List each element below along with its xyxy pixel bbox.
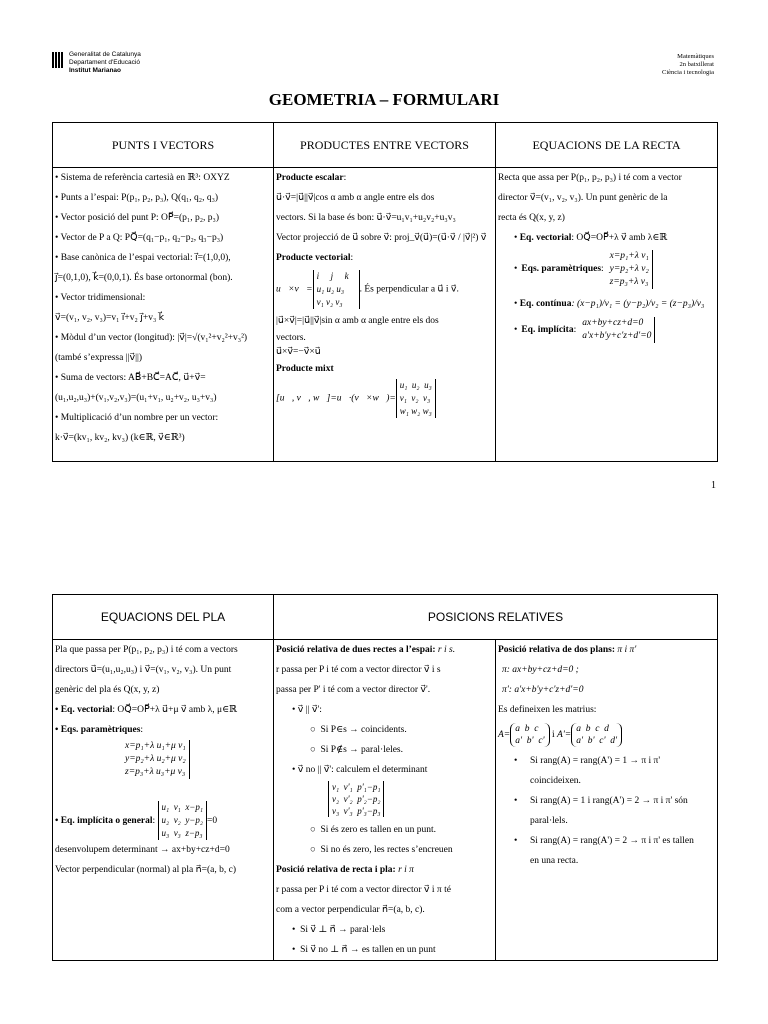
pla-impl-label: • Eq. implícita o general bbox=[55, 815, 153, 826]
pla-implicit-determinant: u₁ v₁ x−p₁ u₂ v₂ y−p₂ u₃ v₃ z−p₃ bbox=[158, 801, 207, 840]
mixed-product-determinant: u₁ u₂ u₃ v₁ v₂ v₃ w₁ w₂ w₃ bbox=[396, 379, 436, 418]
vector-after: . És perpendicular a u⃗ i v⃗. bbox=[359, 284, 459, 295]
recta-intro: director v⃗=(v₁, v₂, v₃). Un punt genèric de la bbox=[498, 193, 668, 203]
header-right-line-1: Matemàtiques bbox=[677, 53, 714, 60]
matrix-a: a b c a' b' c' bbox=[510, 723, 549, 747]
pv-line: • Multiplicació d’un nombre per un vector: bbox=[55, 413, 219, 423]
pos-bullet: v⃗ || v⃗': bbox=[297, 705, 322, 715]
pos-rectes-title: Posició relativa de dues rectes a l’espai: bbox=[276, 645, 436, 655]
generalitat-logo-icon bbox=[52, 52, 64, 68]
pos-bullet: v⃗ no || v⃗': calculem el determinant bbox=[297, 765, 428, 775]
page-title: GEOMETRIA – FORMULARI bbox=[268, 90, 500, 109]
pv-line: • Suma de vectors: AB⃗+BC⃗=AC⃗, u⃗+v⃗= bbox=[55, 373, 206, 383]
pv-line: j⃗=(0,1,0), k⃗=(0,0,1). És base ortonormal (bon). bbox=[55, 273, 233, 283]
pv-line: • Sistema de referència cartesià en ℝ³: OXYZ bbox=[55, 173, 230, 183]
pos-rectes-line: r passa per P i té com a vector director v⃗ i s bbox=[276, 665, 441, 675]
pos-bullet: Si v⃗ ⊥ n⃗ → paral·lels bbox=[300, 925, 386, 935]
header-left bbox=[52, 51, 141, 75]
vector-line: vectors. bbox=[276, 333, 306, 343]
header-posicions-relatives: POSICIONS RELATIVES bbox=[274, 595, 718, 640]
header-right-line-2: 2n batxillerat bbox=[679, 61, 714, 68]
header-line-1: Generalitat de Catalunya bbox=[69, 51, 141, 58]
cell-equacions-pla: Pla que passa per P(p₁, p₂, p₃) i té com a vectors directors u⃗=(u₁,u₂,u₃) i v⃗=(v₁, v₂, v₃). Un punt genèric del pla és Q(x, y, z) • Eq. vectorial: OQ⃗=OP⃗+λ u⃗+μ v⃗ amb λ, μ∈ℝ • Eqs. paramètriques: x=p₁+λ u₁+μ v₁ y=p₂+λ u₂+μ v₂ z=p₃+λ u₃+μ v₃ • Eq. implícita o general : u₁ v₁ x−p₁ u₂ v₂ y−p₂ u₃ v₃ z−p₃ =0 desenvolupem determinant → ax+by+cz+d=0 Vector perpendicular (normal) al pla n⃗=(a, b, c) bbox=[53, 640, 274, 961]
vector-title: Producte vectorial bbox=[276, 253, 351, 263]
recta-eq-label: Eq. contínua bbox=[519, 299, 572, 309]
pos-recta-pla-title: Posició relativa de recta i pla: bbox=[276, 865, 396, 875]
pv-line: • Mòdul d’un vector (longitud): |v⃗|=√(v₁²+v₂²+v₃²) bbox=[55, 333, 248, 343]
formulary-table-1 bbox=[52, 122, 718, 462]
pla-intro: genèric del pla és Q(x, y, z) bbox=[55, 685, 160, 695]
vector-product-determinant: i⃗ j⃗ k⃗ u₁ u₂ u₃ v₁ v₂ v₃ bbox=[313, 270, 360, 309]
plane-eq: π: ax+by+cz+d=0 ; bbox=[502, 665, 579, 675]
recta-implicit-system: ax+by+cz+d=0 a'x+b'y+c'z+d'=0 bbox=[582, 317, 655, 343]
pv-line: (també s’expressa ||v⃗||) bbox=[55, 353, 143, 363]
cell-posicio-rectes: Posició relativa de dues rectes a l’espai: r i s. r passa per P i té com a vector director v⃗ i s passa per P' i té com a vector director v⃗'. • v⃗ || v⃗': ○ Si P∈s → coincidents. ○ Si P∉s → paral·leles. • v⃗ no || v⃗': calculem el determinant v₁ v'₁ p'₁−p₁ v₂ v'₂ p'₂−p₂ v₃ v'₃ p'₃−p₃ ○ Si és zero es tallen en un punt. ○ Si no és zero, les rectes s’encreuen Posició relativa de recta i pla: r i π r passa per P i té com a vector director v⃗ i π té com a vector perpendicular n⃗=(a, b, c). • Si v⃗ ⊥ n⃗ → paral·lels • Si v⃗ no ⊥ n⃗ → es tallen en un punt bbox=[274, 640, 496, 961]
header-right bbox=[662, 53, 714, 77]
header-equacions-pla: EQUACIONS DEL PLA bbox=[53, 595, 274, 640]
formulary-table-2 bbox=[52, 594, 718, 961]
header-line-3: Institut Marianao bbox=[69, 67, 122, 74]
plans-bullet: Si rang(A) = rang(A') = 2 → π i π' es tallen en una recta. bbox=[530, 836, 694, 866]
rectes-determinant: v₁ v'₁ p'₁−p₁ v₂ v'₂ p'₂−p₂ v₃ v'₃ p'₃−p₃ bbox=[328, 781, 384, 817]
header-right-line-3: Ciència i tecnologia bbox=[662, 69, 714, 76]
cell-productes: Producte escalar: u⃗·v⃗=|u⃗||v⃗|cos α amb α angle entre els dos vectors. Si la base és bon: u⃗·v⃗=u₁v₁+u₂v₂+u₃v₃ Vector projecció de u⃗ sobre v⃗: proj_v⃗(u⃗)=(u⃗·v⃗ / |v⃗|²) v⃗ Producte vectorial: u⃗×v⃗=i⃗ j⃗ k⃗ u₁ u₂ u₃ v₁ v₂ v₃. És perpendicular a u⃗ i v⃗. |u⃗×v⃗|=|u⃗||v⃗|sin α amb α angle entre els dos vectors. u⃗×v⃗=−v⃗×u⃗ Producte mixt [u⃗, v⃗, w⃗]=u⃗·(v⃗×w⃗)=u₁ u₂ u₃ v₁ v₂ v₃ w₁ w₂ w₃ bbox=[274, 168, 496, 462]
header-punts-vectors: PUNTS I VECTORS bbox=[53, 123, 274, 168]
matrices-intro: Es defineixen les matrius: bbox=[498, 705, 597, 715]
pv-line: • Vector tridimensional: bbox=[55, 293, 146, 303]
header-productes: PRODUCTES ENTRE VECTORS bbox=[274, 123, 496, 168]
recta-eq-label: Eqs. paramètriques bbox=[521, 264, 602, 274]
pla-vec-label: • Eq. vectorial bbox=[55, 705, 113, 715]
cell-equacions-recta: Recta que assa per P(p₁, p₂, p₃) i té com a vector director v⃗=(v₁, v₂, v₃). Un punt genèric de la recta és Q(x, y, z) • Eq. vectorial: OQ⃗=OP⃗+λ v⃗ amb λ∈ℝ • Eqs. paramètriques : x=p₁+λ v₁ y=p₂+λ v₂ z=p₃+λ v₃ • Eq. contínua: (x−p₁)/v₁ = (y−p₂)/v₂ = (z−p₃)/v₃ • Eq. implícita : ax+by+cz+d=0 a'x+b'y+c'z+d'=0 bbox=[496, 168, 718, 462]
pos-recta-pla-line: r passa per P i té com a vector director v⃗ i π té bbox=[276, 885, 451, 895]
pv-line: v⃗=(v₁, v₂, v₃)=v₁ i⃗+v₂ j⃗+v₃ k⃗ bbox=[55, 313, 165, 323]
scalar-line: Vector projecció de u⃗ sobre v⃗: proj_v⃗(u⃗)=(u⃗·v⃗ / |v⃗|²) v⃗ bbox=[276, 233, 487, 243]
vector-line: |u⃗×v⃗|=|u⃗||v⃗|sin α amb α angle entre els dos bbox=[276, 316, 439, 326]
header-line-2: Departament d'Educació bbox=[69, 59, 140, 66]
pv-line: • Punts a l’espai: P(p₁, p₂, p₃), Q(q₁, q₂, q₃) bbox=[55, 193, 219, 203]
plane-eq: π': a'x+b'y+c'z+d'=0 bbox=[502, 685, 584, 695]
pos-sub: Si P∈s → coincidents. bbox=[320, 725, 407, 735]
pos-sub: Si no és zero, les rectes s’encreuen bbox=[320, 845, 453, 855]
matrix-a-prime: a b c d a' b' c' d' bbox=[571, 723, 622, 747]
pla-intro: Pla que passa per P(p₁, p₂, p₃) i té com a vectors bbox=[55, 645, 238, 655]
page-number: 1 bbox=[711, 480, 716, 491]
recta-intro: Recta que assa per P(p₁, p₂, p₃) i té com a vector bbox=[498, 173, 682, 183]
pos-rectes-line: passa per P' i té com a vector director v⃗'. bbox=[276, 685, 431, 695]
pos-plans-title: Posició relativa de dos plans: bbox=[498, 645, 615, 655]
pla-intro: directors u⃗=(u₁,u₂,u₃) i v⃗=(v₁, v₂, v₃). Un punt bbox=[55, 665, 232, 675]
pla-after: Vector perpendicular (normal) al pla n⃗=(a, b, c) bbox=[55, 865, 236, 875]
recta-param-system: x=p₁+λ v₁ y=p₂+λ v₂ z=p₃+λ v₃ bbox=[610, 250, 653, 289]
pv-line: • Vector de P a Q: PQ⃗=(q₁−p₁, q₂−p₂, q₃−p₃) bbox=[55, 233, 224, 243]
cell-punts-vectors bbox=[53, 168, 274, 462]
recta-eq-label: Eq. implícita bbox=[521, 324, 574, 335]
scalar-line: u⃗·v⃗=|u⃗||v⃗|cos α amb α angle entre els dos bbox=[276, 193, 435, 203]
pos-bullet: Si v⃗ no ⊥ n⃗ → es tallen en un punt bbox=[300, 945, 436, 955]
vector-line: u⃗×v⃗=−v⃗×u⃗ bbox=[276, 347, 321, 357]
pla-param-label: • Eqs. paramètriques bbox=[55, 725, 141, 735]
pv-line: • Vector posició del punt P: OP⃗=(p₁, p₂, p₃) bbox=[55, 213, 220, 223]
recta-intro: recta és Q(x, y, z) bbox=[498, 213, 565, 223]
header-equacions-recta: EQUACIONS DE LA RECTA bbox=[496, 123, 718, 168]
scalar-line: vectors. Si la base és bon: u⃗·v⃗=u₁v₁+u₂v₂+u₃v₃ bbox=[276, 213, 456, 223]
pos-sub: Si és zero es tallen en un punt. bbox=[320, 825, 437, 835]
recta-eq-label: Eq. vectorial bbox=[519, 233, 572, 243]
pla-param-system: x=p₁+λ u₁+μ v₁ y=p₂+λ u₂+μ v₂ z=p₃+λ u₃+μ v₃ bbox=[55, 740, 271, 779]
pv-line: • Base canònica de l’espai vectorial: i⃗=(1,0,0), bbox=[55, 253, 231, 263]
pos-sub: Si P∉s → paral·leles. bbox=[320, 745, 403, 755]
scalar-title: Producte escalar bbox=[276, 173, 344, 183]
plans-bullet: Si rang(A) = rang(A') = 1 → π i π' coincideixen. bbox=[530, 756, 661, 786]
pla-after: desenvolupem determinant → ax+by+cz+d=0 bbox=[55, 845, 230, 855]
pos-recta-pla-line: com a vector perpendicular n⃗=(a, b, c). bbox=[276, 905, 425, 915]
pv-line: (u₁,u₂,u₃)+(v₁,v₂,v₃)=(u₁+v₁, u₂+v₂, u₃+v₃) bbox=[55, 393, 217, 403]
plans-bullet: Si rang(A) = 1 i rang(A') = 2 → π i π' són paral·lels. bbox=[530, 796, 688, 826]
pv-line: k·v⃗=(kv₁, kv₂, kv₃) (k∈ℝ, v⃗∈ℝ³) bbox=[55, 433, 185, 443]
cell-posicio-plans: Posició relativa de dos plans: π i π' π: ax+by+cz+d=0 ; π': a'x+b'y+c'z+d'=0 Es defineixen les matrius: A= a b c a' b' c' i A'= a b c d a' b' c' d' • Si rang(A) = rang(A') = 1 → π i π' coincideixen. • Si rang(A) = 1 i rang(A') = 2 → π i π' són paral·lels. • Si rang(A) = rang(A') = 2 → π i π' es tallen en una recta. bbox=[496, 640, 718, 961]
mixed-title: Producte mixt bbox=[276, 364, 334, 374]
